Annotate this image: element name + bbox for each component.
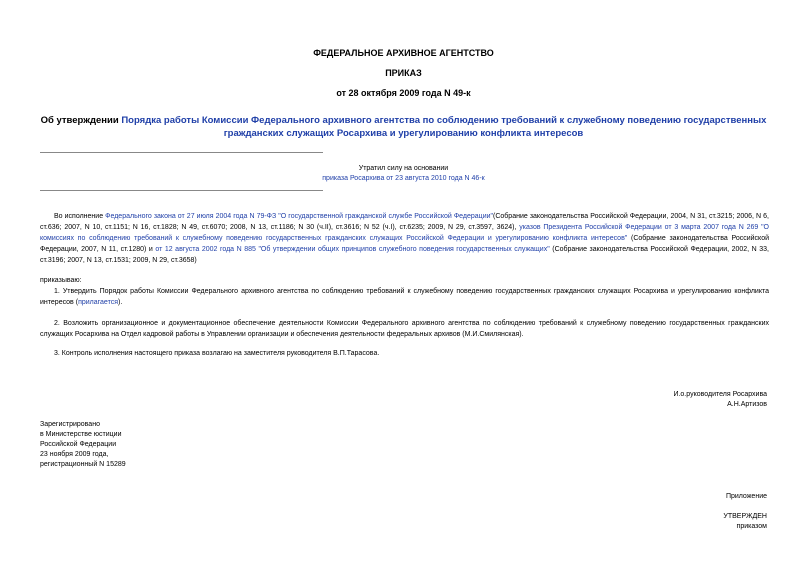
registration-line-4: 23 ноября 2009 года, — [40, 451, 109, 458]
preamble — [40, 211, 769, 266]
agency-name: ФЕДЕРАЛЬНОЕ АРХИВНОЕ АГЕНТСТВО — [313, 48, 494, 58]
doc-title — [40, 114, 767, 140]
appendix-label: Приложение — [725, 493, 767, 500]
preamble-text-1: Во исполнение — [54, 213, 106, 220]
registration-line-3: Российской Федерации — [40, 441, 117, 448]
presidential-decree-269-link[interactable]: указов Президента Российской Федерации от 3 марта 2007 года N 269 "О комиссиях по соблюдению требований к служебному поведению государственных гражданских служащих Российской Федерации и урегулированию конфликта интересов" — [40, 224, 769, 242]
lost-force-note — [300, 164, 507, 184]
preamble-text-2: (Собрание законодательства Российской Федерации, 2004, N 31, ст.3215; 2006, N 6, ст.636; 2007, N 10, ст.1151; N 16, ст.1828; N 49, ст.6070; 2008, N 13, ст.1186; N 30 (ч.II), ст.3616; N 52 (ч.I), ст.6235; 2009, N 29, ст.3597, 3624), — [40, 213, 769, 231]
item-1 — [40, 286, 769, 308]
divider-top — [40, 152, 323, 153]
attachment-link[interactable]: прилагается — [78, 299, 119, 306]
approved-label: УТВЕРЖДЕН — [723, 513, 767, 520]
lost-force-text: Утратил силу на основании — [358, 165, 449, 172]
procedure-link[interactable]: Порядка работы Комиссии Федерального архивного агентства по соблюдению требований к служебному поведению государственных гражданских служащих Росархива и урегулированию конфликта интересов — [121, 115, 767, 139]
preamble-text-4: (Собрание законодательства Российской Федерации, 2002, N 33, ст.3196; 2007, N 13, ст.1531; 2009, N 29, ст.3658) — [40, 246, 769, 264]
signature — [673, 390, 767, 410]
registration-line-2: в Министерстве юстиции — [40, 431, 122, 438]
federal-law-link[interactable]: Федерального закона от 27 июля 2004 года N 79-ФЗ "О государственной гражданской службе Российской Федерации" — [105, 213, 494, 220]
item-2: 2. Возложить организационное и документационное обеспечение деятельности Комиссии Федерального архивного агентства по соблюдению требований к служебному поведению государственных гражданских служащих Росархива на Отдел кадровой работы в Управлении организации и обеспечения деятельности федеральных архивов (М.И.Смилянская). — [40, 320, 769, 338]
order-word: приказываю: — [40, 277, 82, 284]
by-order-label: приказом — [736, 523, 767, 530]
presidential-decree-885-link[interactable]: от 12 августа 2002 года N 885 "Об утверждении общих принципов служебного поведения государственных служащих" — [155, 246, 550, 253]
item-3: 3. Контроль исполнения настоящего приказа возлагаю на заместителя руководителя В.П.Тарасова. — [54, 350, 380, 357]
item-1-end: ). — [118, 299, 123, 306]
doc-type: ПРИКАЗ — [385, 68, 422, 78]
doc-title-prefix: Об утверждении — [40, 115, 122, 126]
signature-name: А.Н.Артизов — [727, 401, 767, 408]
registration-line-1: Зарегистрировано — [40, 421, 100, 428]
divider-bottom — [40, 190, 323, 191]
signature-position: И.о.руководителя Росархива — [673, 391, 767, 398]
registration-block — [40, 420, 126, 470]
lost-force-link[interactable]: приказа Росархива от 23 августа 2010 года N 46-к — [322, 175, 485, 182]
item-1-text: 1. Утвердить Порядок работы Комиссии Федерального архивного агентства по соблюдению требований к служебному поведению государственных гражданских служащих Росархива и урегулированию конфликта интересов ( — [40, 288, 769, 306]
registration-line-5: регистрационный N 15289 — [40, 461, 126, 468]
approved-block — [723, 512, 767, 532]
doc-date-number: от 28 октября 2009 года N 49-к — [336, 88, 471, 98]
preamble-text-3: (Собрание законодательства Российской Федерации, 2007, N 11, ст.1280) и — [40, 235, 770, 253]
